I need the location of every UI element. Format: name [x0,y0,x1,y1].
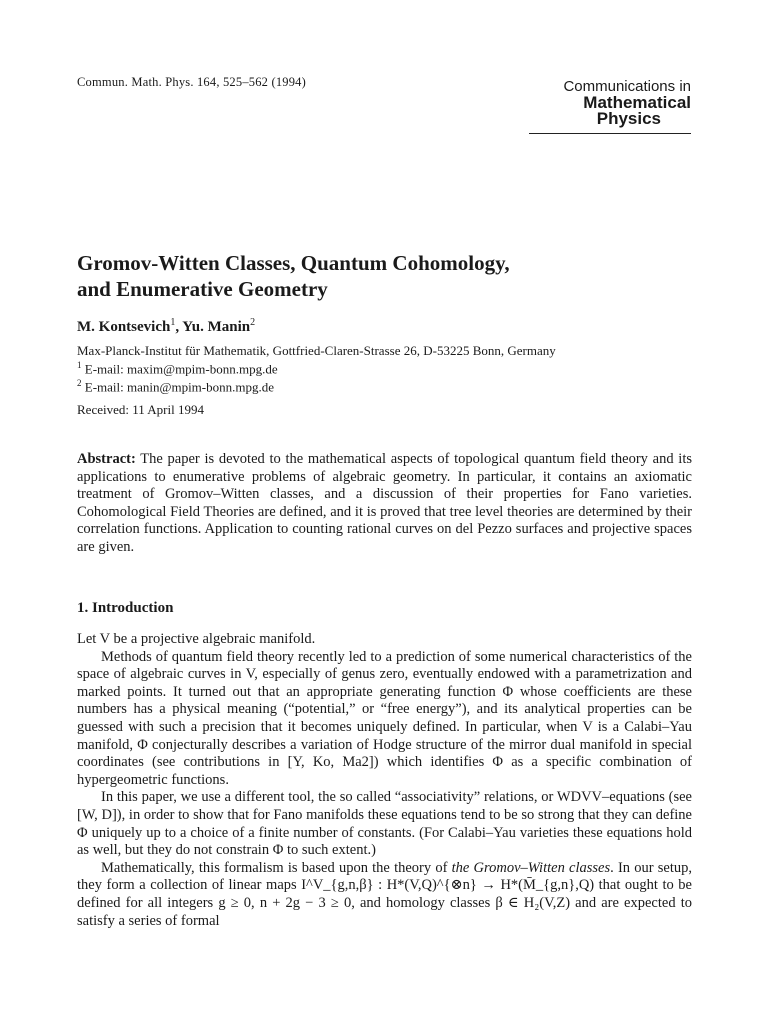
email-2 [77,376,697,394]
affiliation-block [77,343,697,395]
abstract-text: The paper is devoted to the mathematical aspects of topological quantum field theory and its applications to enumerative problems of algebraic geometry. In particular, it contains an axiomatic treatment of Gromov–Witten classes, and a discussion of their properties for Fano varieties. Cohomological Field Theories are defined, and it is proved that tree level theories are determined by their correlation functions. Application to counting rational curves on del Pezzo surfaces and projective spaces are given. [77,451,692,555]
paragraph-2: Methods of quantum field theory recently led to a prediction of some numerical characteristics of the space of algebraic curves in V, especially of genus zero, eventually endowed with a parametrization and marked points. It turned out that an appropriate generating function Φ whose coefficients are these numbers has a physical meaning (“potential,” or “free energy”), and its analytical properties can be guessed with such a precision that it becomes uniquely defined. In particular, when V is a Calabi–Yau manifold, Φ conjecturally describes a variation of Hodge structure of the mirror dual manifold in special coordinates (see contributions in [Y, Ko, Ma2]) which identifies Φ as a specific combination of hypergeometric functions. [77,648,692,788]
email-1-text: E-mail: maxim@mpim-bonn.mpg.de [81,361,278,377]
author-1: M. Kontsevich [77,319,171,335]
authors [77,317,255,336]
abstract [77,451,692,556]
journal-logo-line1: Communications in [563,78,691,95]
journal-logo [529,79,691,134]
section-body [77,631,692,930]
paragraph-4-start: Mathematically, this formalism is based upon the theory of [101,859,452,876]
affiliation: Max-Planck-Institut für Mathematik, Gottfried-Claren-Strasse 26, D-53225 Bonn, Germany [77,343,556,358]
email-2-sup: 2 [77,378,82,389]
email-1-sup: 1 [77,360,82,370]
email-1 [77,358,697,376]
paragraph-4-emphasis: the Gromov–Witten classes [451,859,611,876]
paragraph-4-end: . In our setup, they form a collection of linear maps I^V_{g,n,β} : H*(V,Q)^{⊗n} → H*(M̄_{g,n},Q) that ought to be defined for all integers g ≥ 0, n + 2g − 3 ≥ 0, and homology classes β ∈ H₂(V,Z) and are expected to satisfy a series of formal [77,859,693,929]
paper-title-line1: Gromov-Witten Classes, Quantum Cohomology, [77,251,510,275]
paragraph-3: In this paper, we use a different tool, the so called “associativity” relations, or WDVV–equations (see [W, D]), in order to show that for Fano manifolds these equations tend to be so strong that they can define Φ uniquely up to a choice of a finite number of constants. (For Calabi–Yau varieties these equations hold as well, but they do not constrain Φ to such extent.) [77,789,692,859]
section-heading: 1. Introduction [77,600,174,616]
author-1-sup: 1 [170,317,176,328]
journal-logo-line2: Mathematical [583,93,691,112]
journal-logo-line3: Physics [596,109,661,128]
abstract-label: Abstract: [77,451,136,467]
paragraph-1: Let V be a projective algebraic manifold. [77,631,316,647]
received-date: Received: 11 April 1994 [77,402,204,417]
journal-citation: Commun. Math. Phys. 164, 525–562 (1994) [77,75,306,89]
email-2-text: E-mail: manin@mpim-bonn.mpg.de [81,379,274,395]
paragraph-4 [77,860,692,930]
author-separator: , [175,319,183,335]
journal-logo-rule [529,133,691,134]
paper-title-line2: and Enumerative Geometry [77,277,328,301]
author-2: Yu. Manin [182,319,251,335]
author-2-sup: 2 [250,317,256,328]
paper-title [77,250,697,302]
